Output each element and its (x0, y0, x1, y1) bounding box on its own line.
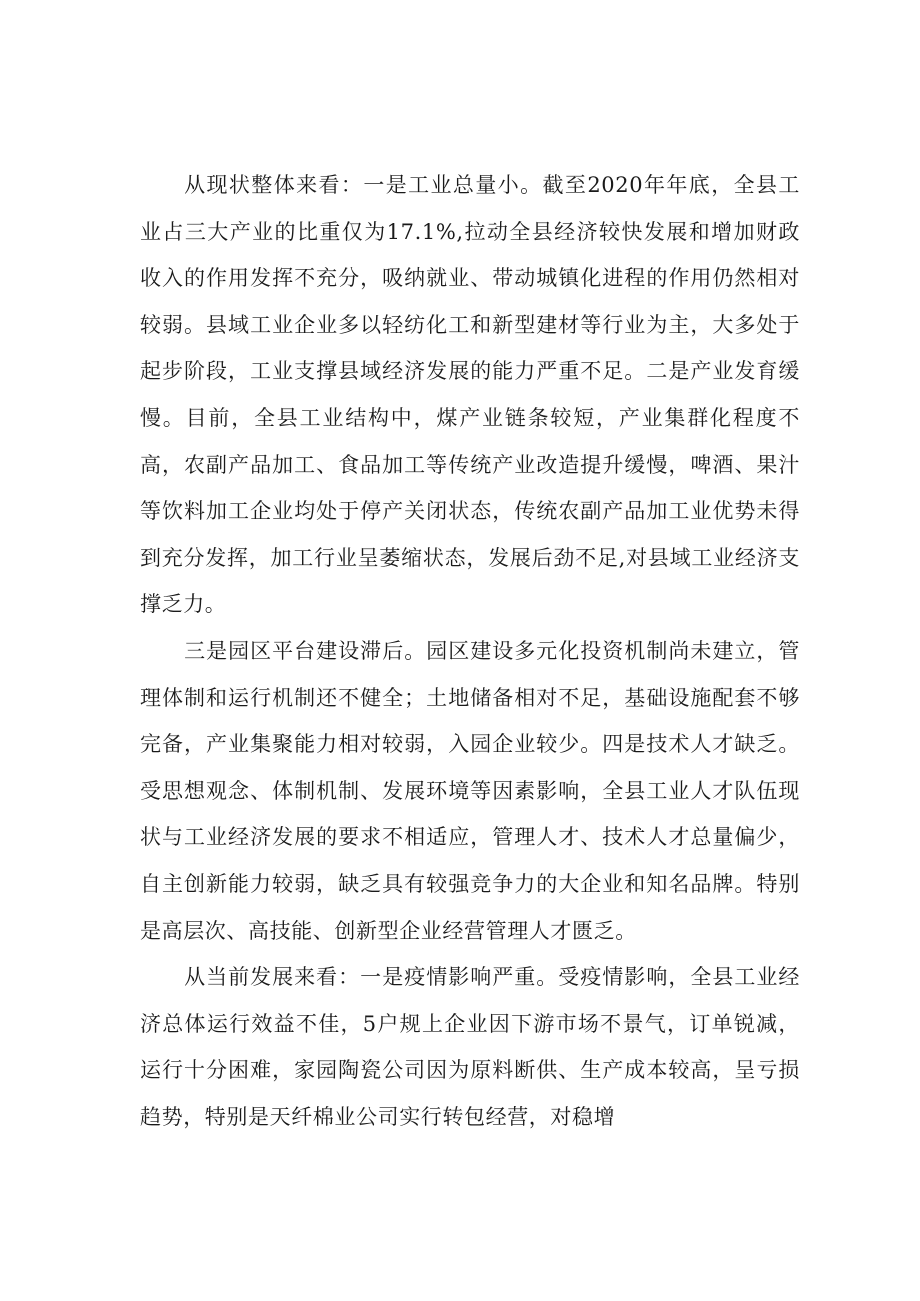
document-page (140, 162, 800, 1140)
paragraph-current-status: 从现状整体来看：一是工业总量小。截至2020年年底，全县工业占三大产业的比重仅为17.1%,拉动全县经济较快发展和增加财政收入的作用发挥不充分，吸纳就业、带动城镇化进程的作用仍然相对较弱。县域工业企业多以轻纺化工和新型建材等行业为主，大多处于起步阶段，工业支撑县域经济发展的能力严重不足。二是产业发育缓慢。目前，全县工业结构中，煤产业链条较短，产业集群化程度不高，农副产品加工、食品加工等传统产业改造提升缓慢，啤酒、果汁等饮料加工企业均处于停产关闭状态，传统农副产品加工业优势未得到充分发挥，加工行业呈萎缩状态，发展后劲不足,对县域工业经济支撑乏力。 (140, 173, 800, 617)
paragraph-park-and-talent: 三是园区平台建设滞后。园区建设多元化投资机制尚未建立，管理体制和运行机制还不健全；土地储备相对不足，基础设施配套不够完备，产业集聚能力相对较弱，入园企业较少。四是技术人才缺乏。受思想观念、体制机制、发展环境等因素影响，全县工业人才队伍现状与工业经济发展的要求不相适应，管理人才、技术人才总量偏少，自主创新能力较弱，缺乏具有较强竞争力的大企业和知名品牌。特别是高层次、高技能、创新型企业经营管理人才匮乏。 (140, 638, 800, 943)
paragraph-current-development: 从当前发展来看：一是疫情影响严重。受疫情影响，全县工业经济总体运行效益不佳，5户规上企业因下游市场不景气，订单锐减，运行十分困难，家园陶瓷公司因为原料断供、生产成本较高，呈亏损趋势，特别是天纤棉业公司实行转包经营，对稳增 (140, 965, 800, 1129)
